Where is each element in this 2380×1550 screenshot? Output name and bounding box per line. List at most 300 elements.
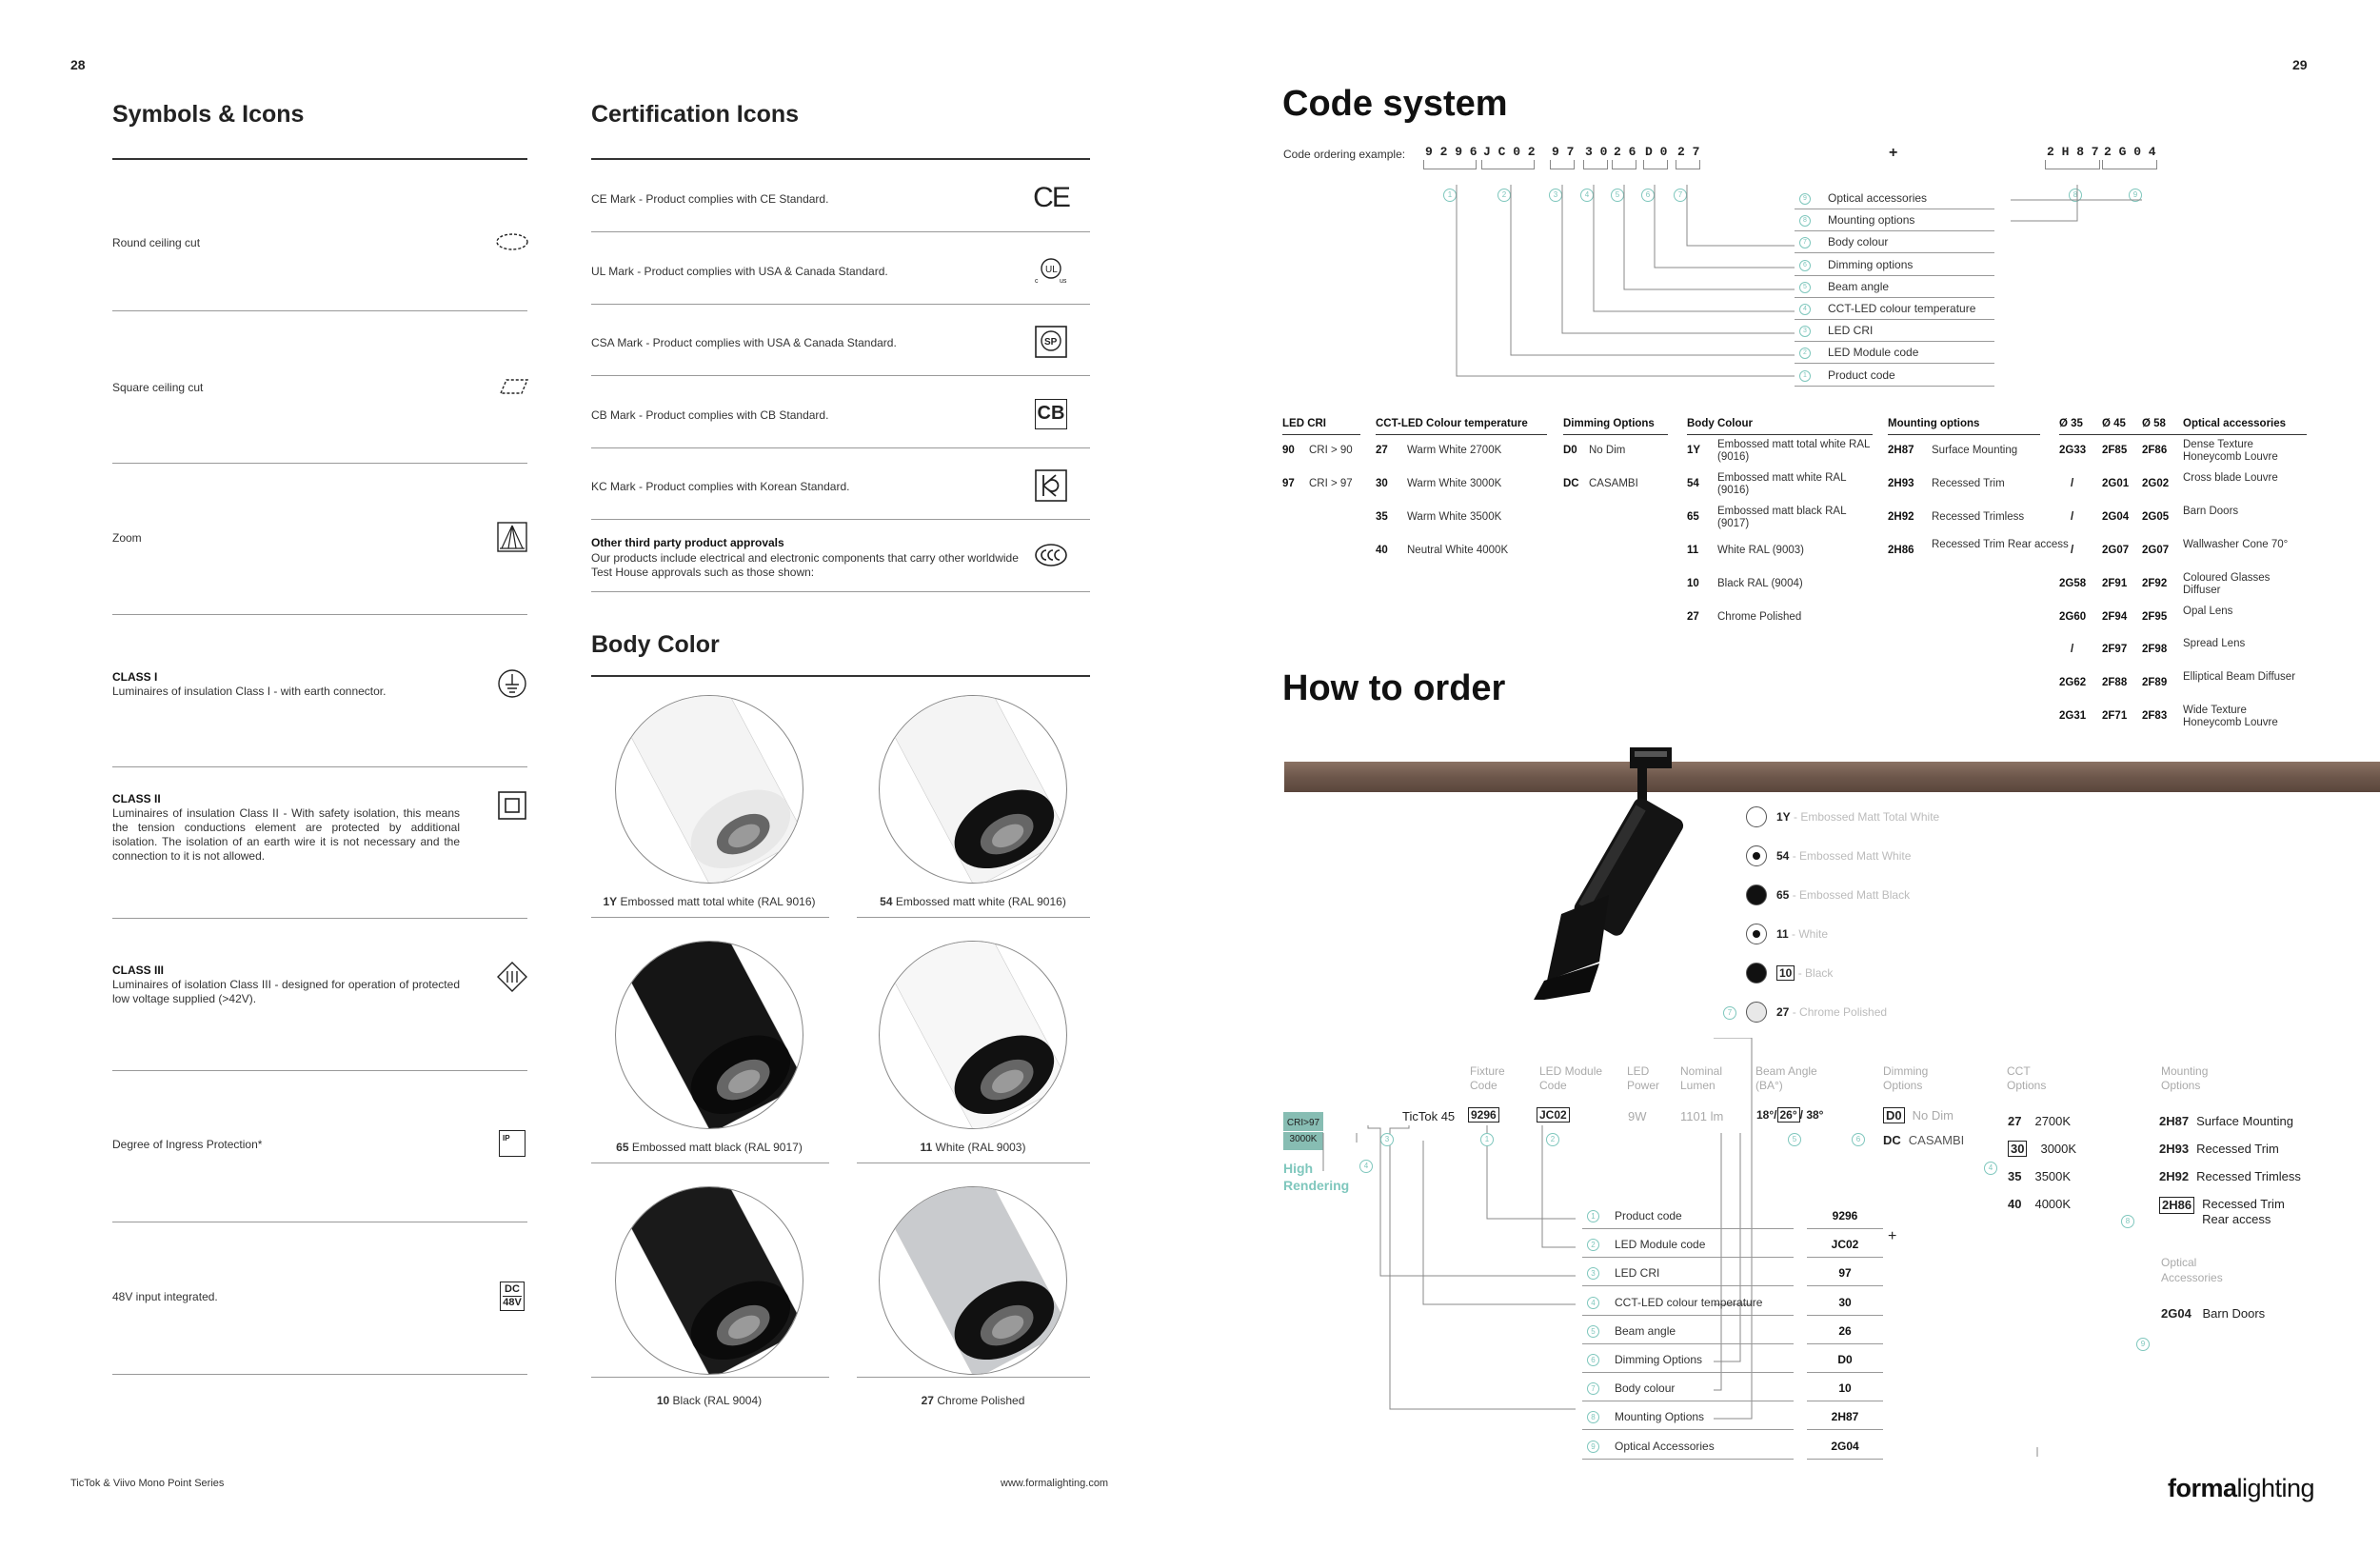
table-code: D0 [1563, 445, 1577, 456]
swatch-code: 10 [656, 1394, 670, 1407]
order-marker: 2 [1546, 1133, 1559, 1146]
swatch-label: Black (RAL 9004) [672, 1394, 763, 1407]
colour-option: 10 - Black [1776, 966, 1833, 980]
symbol-label [112, 1138, 460, 1152]
legend-line [1795, 230, 1994, 231]
code-group: J C 0 2 [1483, 145, 1536, 159]
table-text: Warm White 3000K [1407, 478, 1502, 489]
optical-code: 2F91 [2102, 577, 2128, 589]
beam-18: 18° [1756, 1108, 1775, 1122]
table-text: Embossed matt black RAL (9017) [1717, 506, 1847, 529]
swatch-caption [859, 895, 1087, 908]
optical-text: Coloured Glasses Diffuser [2183, 571, 2271, 596]
column-header-line-2: (BA°) [1755, 1079, 1783, 1092]
spotlight-illustration [1523, 743, 1714, 1000]
page-number-left: 28 [70, 57, 86, 72]
mount-option-code: 2H86 [2159, 1197, 2194, 1214]
48v-icon-text: 48V [503, 1296, 522, 1308]
optical-code: 2G04 [2102, 510, 2130, 523]
table-header-rule [1282, 434, 1360, 435]
swatch-rule [591, 1377, 829, 1378]
column-header-line-2: Options [1883, 1079, 1923, 1092]
optical-code: / [2071, 510, 2074, 523]
csa-mark-icon [1032, 323, 1070, 361]
lumen-value: 1101 lm [1680, 1109, 1724, 1123]
swatch-11 [879, 941, 1067, 1129]
swatch-rule [591, 1162, 829, 1163]
legend-line [1795, 275, 1994, 276]
order-row-num: 4 [1587, 1297, 1599, 1309]
table-header: Body Colour [1687, 418, 1753, 429]
swatch-rule [857, 1162, 1090, 1163]
cert-rule [591, 304, 1090, 305]
legend-line [1795, 252, 1994, 253]
table-text: Chrome Polished [1717, 611, 1802, 623]
order-row-rule [1582, 1372, 1794, 1373]
table-code: DC [1563, 478, 1579, 489]
dim-option-text: CASAMBI [1908, 1133, 1965, 1147]
optical-code: 2F97 [2102, 644, 2128, 656]
body-color-title: Body Color [591, 631, 720, 658]
third-party-approval-icon [1033, 541, 1069, 569]
swatch-caption [595, 1141, 823, 1154]
swatch-27 [879, 1186, 1067, 1375]
cri-badge-cri: CRI>97 [1286, 1118, 1320, 1128]
order-row-value: 30 [1838, 1295, 1852, 1309]
optical-code: 2F71 [2102, 710, 2128, 723]
optical-label-line-2: Accessories [2161, 1271, 2223, 1284]
optical-text: Elliptical Beam Diffuser [2183, 671, 2296, 684]
table-header-rule [2059, 434, 2307, 435]
code-group-b: 2 G 0 4 [2104, 145, 2156, 159]
legend-line [1795, 363, 1994, 364]
table-code: 90 [1282, 445, 1295, 456]
order-row-value: JC02 [1831, 1238, 1859, 1252]
svg-text:SP: SP [1044, 337, 1058, 348]
symbol-label [112, 381, 460, 395]
symbol-text: Luminaires of insulation Class I - with earth connector. [112, 685, 387, 698]
optical-code: / [2071, 644, 2074, 656]
order-row-label: Dimming Options [1615, 1353, 1703, 1366]
order-connector-lines [1276, 1038, 2228, 1457]
table-text: Recessed Trim [1932, 478, 2005, 489]
table-text: Warm White 3500K [1407, 511, 1502, 523]
table-text: White RAL (9003) [1717, 545, 1804, 556]
legend-label: Beam angle [1828, 279, 1890, 293]
brand-logo-forma: forma [2168, 1474, 2237, 1502]
symbol-rule [112, 1374, 527, 1375]
optical-text: Dense Texture Honeycomb Louvre [2183, 439, 2278, 463]
symbol-rule [112, 766, 527, 767]
order-marker: 8 [2121, 1215, 2134, 1228]
swatch-label: Embossed matt total white (RAL 9016) [620, 895, 816, 908]
how-to-order-title: How to order [1282, 668, 1506, 708]
cct-option-code: 27 [2008, 1114, 2022, 1128]
column-header-line-1: LED Module [1539, 1064, 1603, 1078]
colour-option-dot-10[interactable] [1746, 963, 1767, 984]
ce-mark-icon [1032, 179, 1070, 217]
order-row-num: 7 [1587, 1382, 1599, 1395]
optical-code: / [2071, 477, 2074, 489]
table-code: 30 [1376, 478, 1388, 489]
symbol-label [112, 236, 460, 250]
code-connector-lines [1276, 162, 2180, 390]
class-iii-icon [495, 960, 529, 994]
optical-code: 2F89 [2142, 677, 2168, 689]
code-marker: 5 [1611, 189, 1624, 202]
column-header-line-1: Nominal [1680, 1064, 1723, 1078]
symbol-text: Luminaires of isolation Class III - designed for operation of protected low voltage supplied (>42V). [112, 978, 460, 1005]
code-group: 2 6 [1614, 145, 1636, 159]
symbol-text: Round ceiling cut [112, 236, 201, 249]
order-row-value: 9296 [1832, 1209, 1858, 1222]
swatch-65 [615, 941, 803, 1129]
mount-option-code: 2H93 [2159, 1142, 2190, 1156]
table-code: 1Y [1687, 445, 1701, 456]
legend-label: Mounting options [1828, 213, 1915, 228]
kc-mark-icon [1032, 467, 1070, 505]
footer-url[interactable]: www.formalighting.com [1001, 1478, 1109, 1489]
optical-label-line-1: Optical [2161, 1256, 2197, 1269]
class-ii-icon [495, 788, 529, 823]
code-marker: 7 [1674, 189, 1687, 202]
code-marker-b: 9 [2129, 189, 2142, 202]
third-party-rule [591, 591, 1090, 592]
table-code: 97 [1282, 478, 1295, 489]
order-row-num: 6 [1587, 1354, 1599, 1366]
symbol-rule [112, 1070, 527, 1071]
swatch-code: 65 [616, 1141, 629, 1154]
order-row-rule [1582, 1315, 1794, 1316]
beam-angle-values: 18°/ 26° / 38° [1756, 1108, 1824, 1122]
colour-option-code: 54 [1776, 849, 1790, 863]
order-row-value-rule [1807, 1429, 1883, 1430]
order-row-value-rule [1807, 1372, 1883, 1373]
symbol-rule [112, 614, 527, 615]
order-row-value-rule [1807, 1285, 1883, 1286]
optical-code: 2F94 [2102, 610, 2128, 623]
colour-option: 27 - Chrome Polished [1776, 1005, 1888, 1019]
table-text: Warm White 2700K [1407, 445, 1502, 456]
colour-option-dot-1Y[interactable] [1746, 806, 1767, 827]
order-row-rule [1582, 1343, 1794, 1344]
order-row-rule [1582, 1257, 1794, 1258]
order-row-label: Beam angle [1615, 1323, 1676, 1338]
colour-option-dot-65[interactable] [1746, 884, 1767, 905]
symbol-rule [112, 310, 527, 311]
code-system-title: Code system [1282, 84, 1508, 124]
mount-option-code: 2H92 [2159, 1169, 2190, 1183]
cert-label: UL Mark - Product complies with USA & Canada Standard. [591, 264, 888, 278]
cert-rule [591, 447, 1090, 448]
table-code: 10 [1687, 578, 1699, 589]
order-row-value: 26 [1838, 1323, 1852, 1338]
cct-option-code: 35 [2008, 1169, 2022, 1183]
optical-code: 2G33 [2059, 445, 2087, 456]
symbol-label [112, 964, 460, 1006]
column-header-line-1: LED [1627, 1064, 1650, 1078]
colour-option-text: Embossed Matt Total White [1800, 810, 1940, 824]
order-row-label: Optical Accessories [1615, 1439, 1715, 1453]
cert-label: CB Mark - Product complies with CB Standard. [591, 407, 829, 422]
colour-option: 11 - White [1776, 927, 1829, 941]
table-code: 27 [1376, 445, 1388, 456]
optical-code: 2F83 [2142, 710, 2168, 723]
optical-code: 2G31 [2059, 710, 2087, 723]
column-header-line-2: Lumen [1680, 1079, 1716, 1092]
ul-us: us [1060, 277, 1067, 285]
symbol-text: Zoom [112, 531, 142, 545]
order-marker: 9 [2136, 1338, 2150, 1351]
colour-option: 1Y - Embossed Matt Total White [1776, 810, 1940, 824]
fixture-code-box: 9296 [1468, 1107, 1499, 1123]
table-header-rule [1563, 434, 1668, 435]
order-row-value: 2H87 [1831, 1410, 1859, 1424]
code-group: 2 7 [1677, 145, 1700, 159]
mount-option-text: Recessed Trim [2196, 1142, 2279, 1156]
class-i-icon [495, 666, 529, 701]
order-row-label: LED CRI [1615, 1266, 1660, 1281]
colour-option: 54 - Embossed Matt White [1776, 849, 1912, 863]
table-text: Surface Mounting [1932, 445, 2018, 456]
order-row-num: 5 [1587, 1325, 1599, 1338]
column-header-line-1: Fixture [1470, 1064, 1505, 1078]
legend-num: 4 [1799, 304, 1811, 315]
table-code: 2H86 [1888, 545, 1914, 556]
product-name: TicTok 45 [1402, 1109, 1456, 1123]
beam-38: 38° [1806, 1108, 1824, 1122]
order-row-value-rule [1807, 1459, 1883, 1460]
optical-code: 2F88 [2102, 677, 2128, 689]
colour-option-dot-27[interactable] [1746, 1002, 1767, 1023]
colour-option-text: Embossed Matt Black [1799, 888, 1911, 902]
ul-mark-icon [1032, 251, 1070, 289]
footer-series: TicTok & Viivo Mono Point Series [70, 1478, 225, 1489]
legend-num: 3 [1799, 326, 1811, 337]
order-row-value: 10 [1838, 1381, 1852, 1396]
order-row-num: 8 [1587, 1411, 1599, 1423]
symbol-rule [112, 918, 527, 919]
order-row-num: 2 [1587, 1239, 1599, 1251]
table-code: 2H92 [1888, 511, 1914, 523]
table-text: CASAMBI [1589, 478, 1638, 489]
optical-code: 2G60 [2059, 610, 2087, 623]
symbol-label [112, 531, 460, 546]
table-header-rule [1376, 434, 1547, 435]
order-row-label: LED Module code [1615, 1238, 1706, 1252]
symbol-text: Degree of Ingress Protection* [112, 1138, 263, 1151]
column-header-line-2: Code [1539, 1079, 1567, 1092]
optical-text: Barn Doors [2183, 505, 2239, 517]
table-text: Black RAL (9004) [1717, 578, 1803, 589]
table-header: Mounting options [1888, 418, 1980, 429]
swatch-code: 27 [921, 1394, 934, 1407]
order-row-rule [1582, 1459, 1794, 1460]
colour-option-text: White [1798, 927, 1829, 941]
order-row-value-rule [1807, 1343, 1883, 1344]
colour-option-dot-11[interactable] [1746, 924, 1767, 944]
cct-option-text: 3000K [2040, 1142, 2077, 1156]
symbol-title: CLASS II [112, 792, 161, 805]
colour-option-code: 10 [1776, 965, 1795, 981]
body-color-title-rule [591, 675, 1090, 677]
swatch-code: 1Y [603, 895, 618, 908]
table-text: Recessed Trimless [1932, 511, 2025, 523]
column-header-line-2: Code [1470, 1079, 1497, 1092]
order-marker: 1 [1480, 1133, 1494, 1146]
high-rendering-line-2: Rendering [1283, 1178, 1350, 1193]
power-value: 9W [1628, 1109, 1647, 1123]
swatch-label: Chrome Polished [937, 1394, 1025, 1407]
symbol-label [112, 792, 460, 864]
colour-option-code: 27 [1776, 1005, 1790, 1019]
table-header: LED CRI [1282, 418, 1326, 429]
ip-icon [495, 1126, 529, 1161]
table-header: Ø 35 [2059, 418, 2083, 429]
column-header-line-2: Options [2007, 1079, 2047, 1092]
table-header: Ø 45 [2102, 418, 2126, 429]
legend-label: Dimming options [1828, 257, 1914, 271]
column-header-line-1: Mounting [2161, 1064, 2209, 1078]
column-header-line-2: Power [1627, 1079, 1660, 1092]
module-code-box: JC02 [1537, 1107, 1570, 1123]
order-row-value: D0 [1837, 1353, 1853, 1366]
optical-code: 2G07 [2102, 544, 2130, 556]
symbols-title-rule [112, 158, 527, 160]
track-rail [1284, 762, 2380, 792]
symbol-text: 48V input integrated. [112, 1290, 218, 1303]
table-code: 2H87 [1888, 445, 1914, 456]
swatch-label: White (RAL 9003) [935, 1141, 1026, 1154]
dc-icon-text: DC [505, 1282, 520, 1295]
swatch-54 [879, 695, 1067, 884]
legend-label: Body colour [1828, 235, 1889, 249]
cct-option-text: 4000K [2034, 1197, 2072, 1211]
symbol-text: Square ceiling cut [112, 381, 204, 394]
swatch-rule [591, 917, 829, 918]
optical-code: 2F95 [2142, 610, 2168, 623]
optical-text: Wide Texture Honeycomb Louvre [2183, 705, 2278, 729]
legend-line [1795, 341, 1994, 342]
legend-line [1795, 386, 1994, 387]
table-text: No Dim [1589, 445, 1626, 456]
legend-label: LED Module code [1828, 346, 1919, 360]
table-code: 2H93 [1888, 478, 1914, 489]
column-header-line-1: Beam Angle [1755, 1064, 1817, 1078]
swatch-label: Embossed matt black (RAL 9017) [631, 1141, 803, 1154]
symbol-title: CLASS III [112, 964, 165, 977]
swatch-rule [857, 1377, 1090, 1378]
order-row-label: Product code [1615, 1209, 1682, 1222]
table-code: 54 [1687, 478, 1699, 489]
legend-num: 9 [1799, 193, 1811, 205]
colour-option: 65 - Embossed Matt Black [1776, 888, 1911, 902]
code-marker: 4 [1580, 189, 1594, 202]
colour-option-code: 65 [1776, 888, 1790, 902]
high-rendering-line-1: High [1283, 1161, 1314, 1176]
page-number-right: 29 [2292, 57, 2308, 72]
table-code: 65 [1687, 511, 1699, 523]
colour-option-dot-54[interactable] [1746, 845, 1767, 866]
swatch-label: Embossed matt white (RAL 9016) [895, 895, 1066, 908]
third-party-title: Other third party product approvals [591, 536, 784, 549]
order-marker: 4 [1984, 1162, 1997, 1175]
dim-option-text: No Dim [1912, 1108, 1954, 1123]
mount-option-code: 2H87 [2159, 1114, 2190, 1128]
optical-option-code: 2G04 [2161, 1306, 2192, 1321]
table-text: CRI > 90 [1309, 445, 1353, 456]
column-header-line-1: Dimming [1883, 1064, 1929, 1078]
cert-rule [591, 375, 1090, 376]
dim-option-code: D0 [1883, 1107, 1905, 1123]
order-row-rule [1582, 1429, 1794, 1430]
column-header-line-2: Options [2161, 1079, 2201, 1092]
swatch-caption [595, 895, 823, 908]
optical-option-text: Barn Doors [2202, 1306, 2266, 1321]
order-row-rule [1582, 1228, 1794, 1229]
code-group: 3 0 [1585, 145, 1608, 159]
optical-code: 2F86 [2142, 445, 2168, 456]
order-row-value-rule [1807, 1315, 1883, 1316]
order-marker: 4 [1359, 1160, 1373, 1173]
legend-num: 8 [1799, 215, 1811, 227]
table-code: 27 [1687, 611, 1699, 623]
order-row-num: 9 [1587, 1441, 1599, 1453]
dim-option-code: DC [1883, 1133, 1901, 1147]
brand-logo [2168, 1474, 2314, 1503]
table-header-rule [1687, 434, 1873, 435]
code-plus: + [1889, 145, 1898, 161]
ul-c: c [1035, 277, 1039, 285]
colour-option-text: Black [1805, 966, 1834, 980]
legend-line [1795, 319, 1994, 320]
optical-code: 2G58 [2059, 577, 2087, 589]
cct-option-code: 30 [2008, 1141, 2027, 1157]
beam-26: 26° [1777, 1107, 1800, 1123]
optical-code: 2G62 [2059, 677, 2087, 689]
ce-text: CE [1033, 182, 1069, 213]
legend-label: Product code [1828, 368, 1895, 382]
cert-label: KC Mark - Product complies with Korean Standard. [591, 480, 850, 493]
cct-option-text: 2700K [2034, 1114, 2072, 1128]
symbol-title: CLASS I [112, 670, 158, 684]
third-party-text: Our products include electrical and electronic components that carry other worldwide Test House approvals such as those shown: [591, 551, 1019, 579]
colour-option-text: Chrome Polished [1799, 1005, 1888, 1019]
order-row-label: Body colour [1615, 1381, 1676, 1396]
order-row-rule [1582, 1285, 1794, 1286]
colour-option-marker: 7 [1723, 1006, 1736, 1020]
legend-label: LED CRI [1828, 324, 1874, 338]
table-text: Neutral White 4000K [1407, 545, 1509, 556]
ip-icon-text: IP [503, 1134, 510, 1143]
cert-rule [591, 519, 1090, 520]
order-row-value: 97 [1838, 1266, 1852, 1281]
table-text: CRI > 97 [1309, 478, 1353, 489]
round-ceiling-cut-icon [495, 225, 529, 259]
optical-code: / [2071, 544, 2074, 556]
optical-text: Opal Lens [2183, 605, 2233, 617]
mount-option-text: Recessed Trimless [2196, 1169, 2301, 1183]
swatch-rule [857, 917, 1090, 918]
table-code: 35 [1376, 511, 1388, 523]
symbols-title: Symbols & Icons [112, 101, 305, 128]
code-group: 9 2 9 6 [1425, 145, 1478, 159]
optical-code: 2G01 [2102, 477, 2130, 489]
order-marker: 3 [1380, 1133, 1394, 1146]
table-header: Ø 58 [2142, 418, 2166, 429]
swatch-caption [859, 1394, 1087, 1407]
cert-rule [591, 231, 1090, 232]
